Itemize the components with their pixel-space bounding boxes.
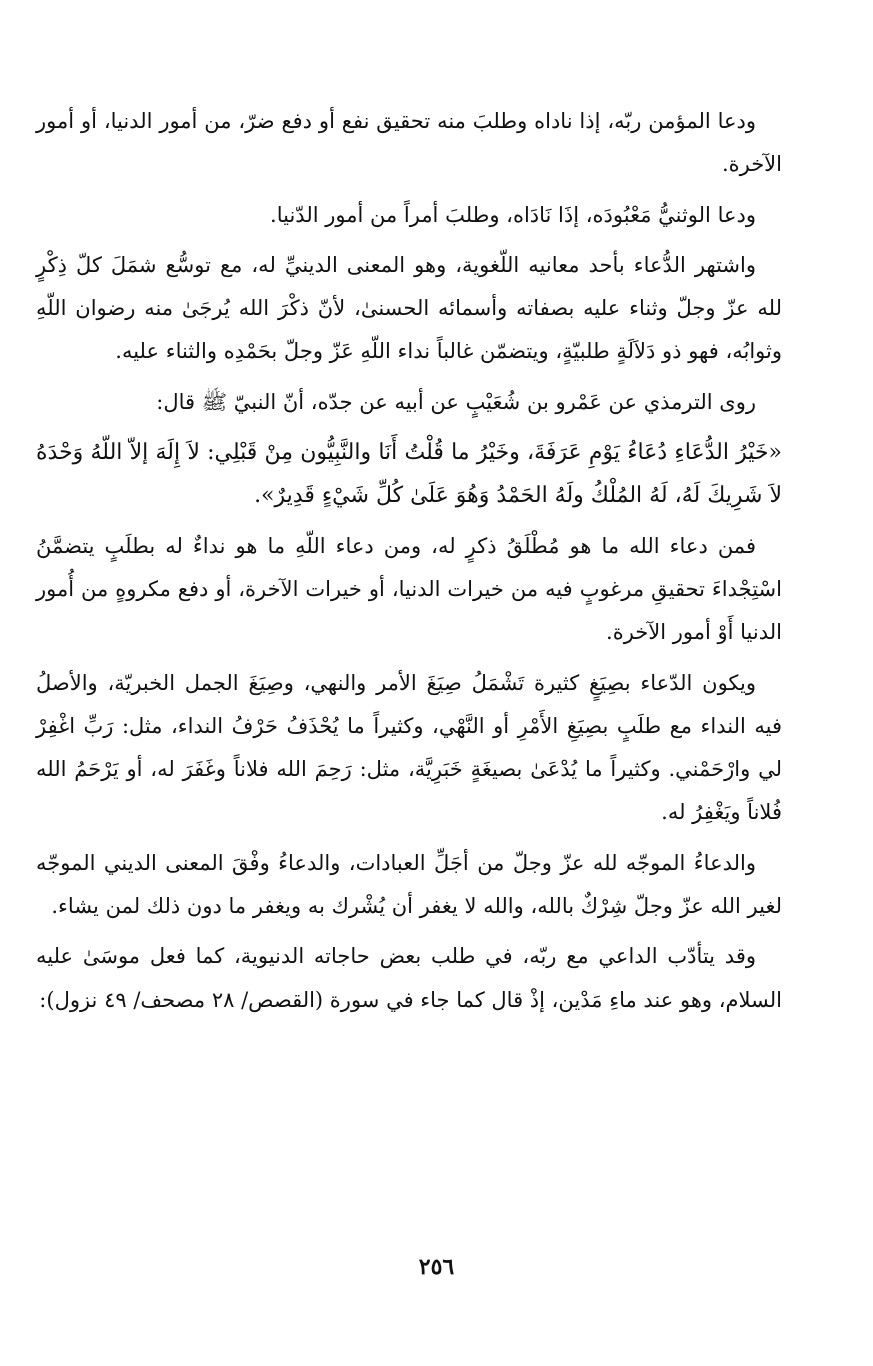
paragraph-prayer-forms: ويكون الدّعاء بصِيَغٍ كثيرة تَشْمَلُ صِيَغَ الأمر والنهي، وصِيَغَ الجمل الخبريّة، والأصلُ فيه النداء مع طلَبٍ بصِيَغِ الأَمْرِ أو النَّهْي، وكثيراً ما يُحْذَفُ حَرْفُ النداء، مثل: رَبِّ اغْفِرْ لي وارْحَمْني. وكثيراً ما يُدْعَىٰ بصيغَةٍ خَبَرِيَّة، مثل: رَحِمَ الله فلاناً وغَفَرَ له، أو يَرْحَمُ الله فُلاناً ويَغْفِرُ له. xyxy=(36,670,782,825)
paragraph-idolater-prayer: ودعا الوثنيُّ مَعْبُودَه، إذَا نَادَاه، وطلبَ أمراً من أمور الدّنيا. xyxy=(270,202,756,227)
paragraph-prayer-worship: والدعاءُ الموجّه لله عزّ وجلّ من أجَلِّ العبادات، والدعاءُ وفْقَ المعنى الديني الموجّه لغير الله عزّ وجلّ شِرْكٌ بالله، والله لا يغفر أن يُشْرك به ويغفر ما دون ذلك لمن يشاء. xyxy=(36,850,782,919)
paragraph-musa-example: وقد يتأدّب الداعي مع ربّه، في طلب بعض حاجاته الدنيوية، كما فعل موسَىٰ عليه السلام، وهو عند ماءِ مَدْين، إذْ قال كما جاء في سورة (القصص/ ٢٨ مصحف/ ٤٩ نزول): xyxy=(36,944,782,1012)
paragraph-believer-prayer: ودعا المؤمن ربّه، إذا ناداه وطلبَ منه تحقيق نفع أو دفع ضرّ، من أمور الدنيا، أو أمور الآخرة. xyxy=(36,109,782,177)
paragraph-types-of-prayer: فمن دعاء الله ما هو مُطْلَقُ ذكرٍ له، ومن دعاء اللّهِ ما هو نداءٌ له بطلَبٍ يتضمَّنُ اسْتِجْداءَ تحقيقِ مرغوبٍ فيه من خيرات الدنيا، أو خيرات الآخرة، أو دفع مكروهٍ من أُمور الدنيا أَوْ أمور الآخرة. xyxy=(36,533,782,645)
paragraph-tirmidhi-narration: روى الترمذي عن عَمْرو بن شُعَيْبٍ عن أبيه عن جدّه، أنّ النبيّ ﷺ قال: xyxy=(156,389,756,414)
page-body xyxy=(36,100,782,1029)
page-number: ٢٥٦ xyxy=(418,1254,455,1280)
paragraph-religious-meaning: واشتهر الدُّعاء بأحد معانيه اللّغوية، وهو المعنى الدينيِّ له، مع توسُّع شمَلَ كلّ ذِكْرٍ لله عزّ وجلّ وثناء عليه بصفاته وأسمائه الحسنىٰ، لأنّ ذكْرَ الله يُرجَىٰ منه رضوان اللّهِ وثوابُه، فهو ذو دَلاَلَةٍ طلبيّةٍ، ويتضمّن غالباً نداء اللّهِ عَزّ وجلّ بحَمْدِه والثناء عليه. xyxy=(36,252,782,364)
hadith-quote: «خَيْرُ الدُّعَاءِ دُعَاءُ يَوْمِ عَرَفَةَ، وخَيْرُ ما قُلْتُ أَنَا والنَّبِيُّون مِنْ قَبْلِي: لاَ إِلَهَ إلاّ اللّهُ وَحْدَهُ لاَ شَرِيكَ لَهُ، لَهُ المُلْكُ ولَهُ الحَمْدُ وَهُوَ عَلَىٰ كُلِّ شَيْءٍ قَدِيرٌ». xyxy=(36,440,782,509)
